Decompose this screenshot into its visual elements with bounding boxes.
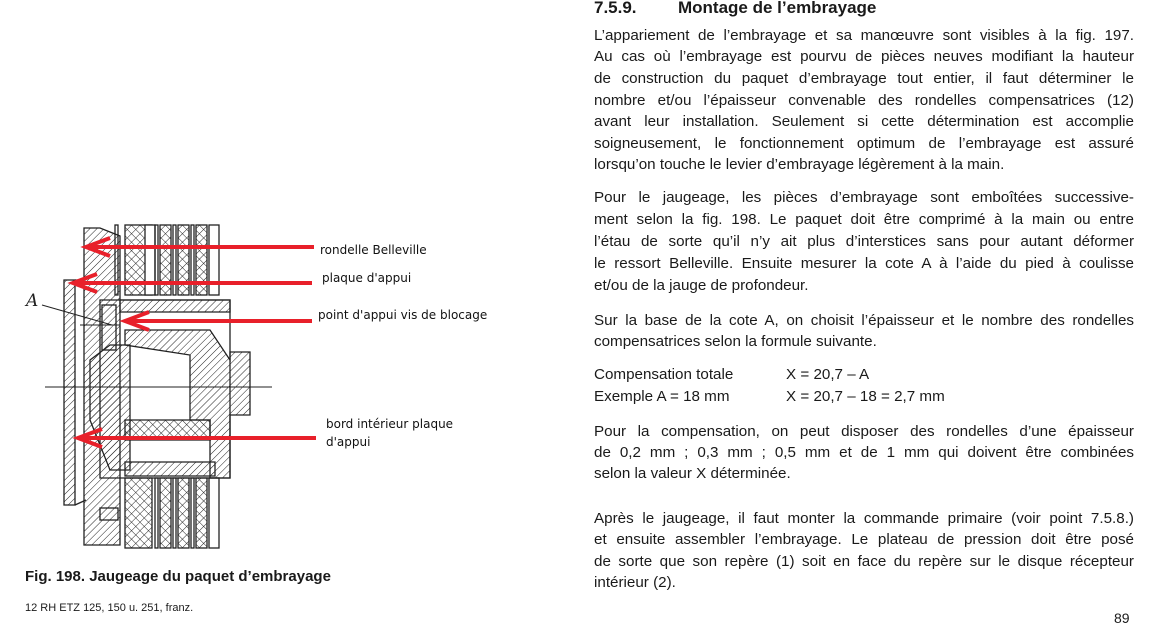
- annotation-bord-interieur-cont: d'appui: [326, 435, 371, 449]
- annotation-bord-interieur: bord intérieur plaque: [326, 417, 454, 431]
- text-line: et/ou de la jauge de profondeur.: [594, 277, 809, 294]
- text-line: compensatrices selon la formule suivante.: [594, 333, 877, 350]
- page-number: 89: [1114, 610, 1130, 626]
- annotation-point-appui: point d'appui vis de blocage: [318, 308, 488, 322]
- text-line: l’étau de sorte qu’il n’y ait plus d’interstices sans pour autant déformer: [594, 233, 1134, 250]
- text-line: Sur la base de la cote A, on choisit l’épaisseur et le nombre des rondelles: [594, 312, 1134, 329]
- text-line: Pour le jaugeage, les pièces d’embrayage sont emboîtées successive-: [594, 189, 1134, 206]
- arrow-point-appui: [125, 312, 312, 330]
- text-line: Pour la compensation, on peut disposer des rondelles d’une épaisseur: [594, 423, 1134, 440]
- text-line: Au cas où l’embrayage est pourvu de pièces neuves modifiant la hauteur: [594, 48, 1134, 65]
- annotation-plaque-appui: plaque d'appui: [322, 271, 412, 285]
- clutch-diagram: [0, 0, 560, 560]
- text-line: le ressort Belleville. Ensuite mesurer la cote A à l’aide du pied à coulisse: [594, 255, 1134, 272]
- text-line: lorsqu’on touche le levier d’embrayage légèrement à la main.: [594, 156, 1005, 173]
- text-line: nombre et/ou l’épaisseur convenable des rondelles compensatrices (12): [594, 92, 1134, 109]
- text-line: de construction du paquet d’embrayage tout entier, il faut déterminer le: [594, 70, 1134, 87]
- text-line: L’appariement de l’embrayage et sa manœuvre sont visibles à la fig. 197.: [594, 27, 1134, 44]
- text-line: selon la valeur X déterminée.: [594, 465, 791, 482]
- formula-expression: X = 20,7 – A: [786, 366, 870, 383]
- formula-label: Compensation totale: [594, 366, 734, 383]
- annotation-rondelle-belleville: rondelle Belleville: [320, 243, 427, 257]
- dimension-a-label: A: [26, 291, 39, 311]
- figure-caption: Fig. 198. Jaugeage du paquet d’embrayage: [25, 568, 331, 585]
- section-number: 7.5.9.: [594, 0, 637, 17]
- text-line: de sorte que son repère (1) soit en face du repère sur le disque récepteur: [594, 553, 1134, 570]
- formula-label: Exemple A = 18 mm: [594, 388, 730, 405]
- text-line: soigneusement, le fonctionnement optimum de l’embrayage est assuré: [594, 135, 1134, 152]
- section-title: Montage de l’embrayage: [678, 0, 877, 17]
- text-line: et ensuite assembler l’embrayage. Le plateau de pression doit être posé: [594, 531, 1134, 548]
- text-line: Après le jaugeage, il faut monter la commande primaire (voir point 7.5.8.): [594, 510, 1134, 527]
- formula-expression: X = 20,7 – 18 = 2,7 mm: [786, 388, 945, 405]
- text-line: ment selon la fig. 198. Le paquet doit être comprimé à la main ou entre: [594, 211, 1134, 228]
- text-line: avant leur installation. Seulement si cette détermination est accomplie: [594, 113, 1134, 130]
- text-line: de 0,2 mm ; 0,3 mm ; 0,5 mm et de 1 mm qui doivent être combinées: [594, 444, 1134, 461]
- page-footer-left: 12 RH ETZ 125, 150 u. 251, franz.: [25, 602, 194, 614]
- text-line: intérieur (2).: [594, 574, 676, 591]
